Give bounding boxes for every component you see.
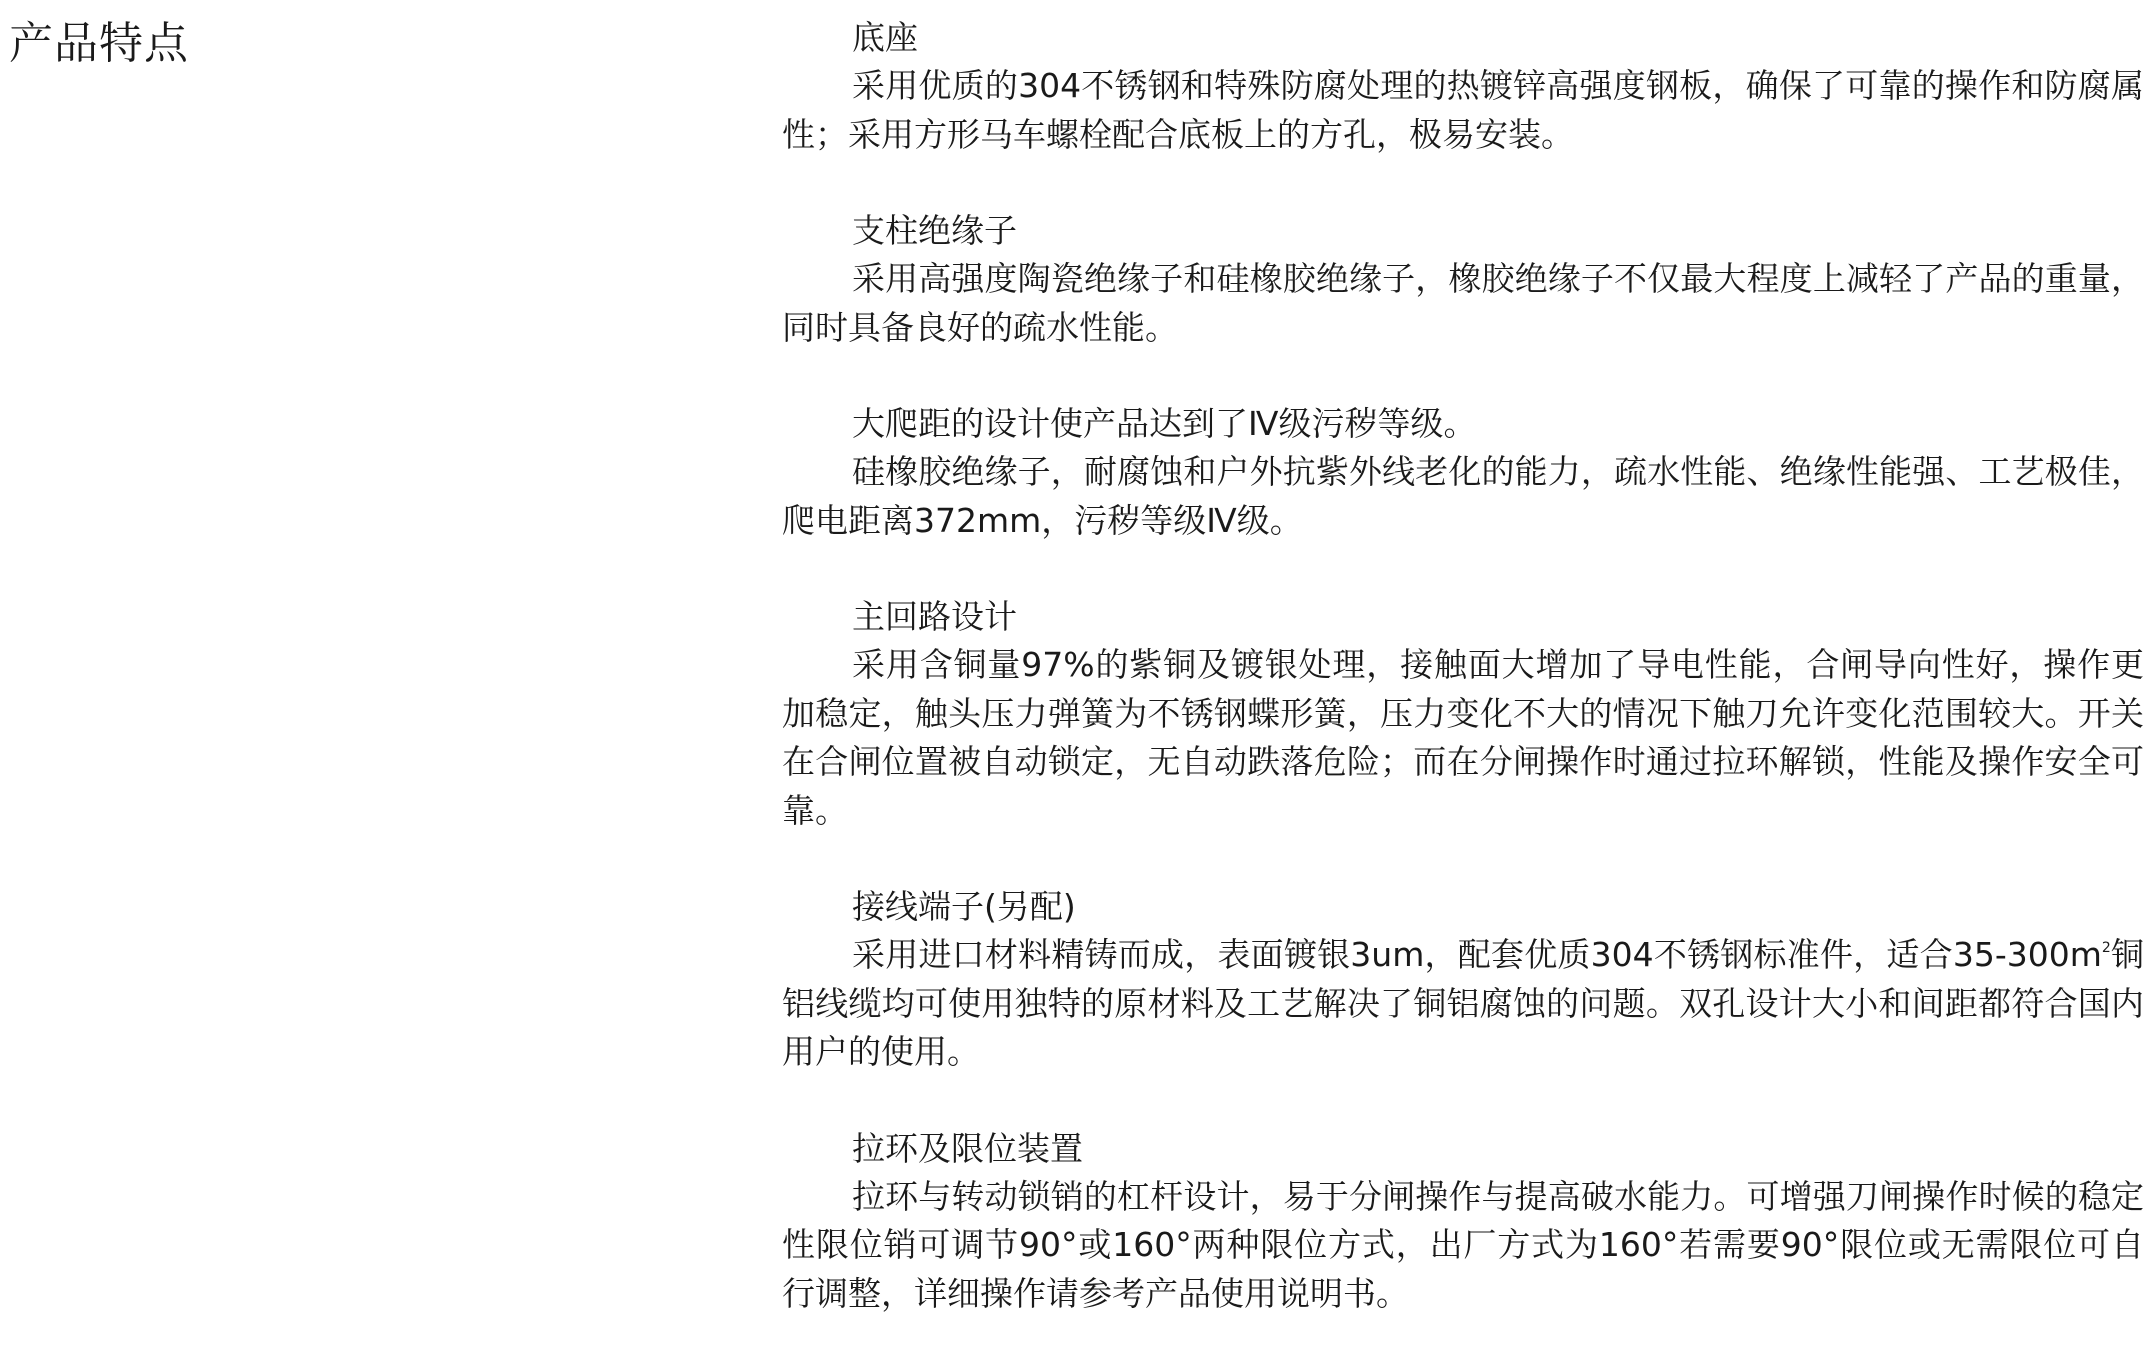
section-terminal bbox=[782, 883, 2144, 1077]
section-body: 采用高强度陶瓷绝缘子和硅橡胶绝缘子，橡胶绝缘子不仅最大程度上减轻了产品的重量，同时具备良好的疏水性能。 bbox=[782, 259, 2144, 347]
body-text: 铜铝线缆均可使用独特的原材料及工艺解决了铜铝腐蚀的问题。双孔设计大小和间距都符合国内用户的使用。 bbox=[782, 935, 2144, 1071]
section-post-insulator bbox=[782, 207, 2144, 352]
features-content bbox=[782, 14, 2144, 1366]
section-body: 采用优质的304不锈钢和特殊防腐处理的热镀锌高强度钢板，确保了可靠的操作和防腐属性；采用方形马车螺栓配合底板上的方孔，极易安装。 bbox=[782, 66, 2144, 154]
page-title: 产品特点 bbox=[9, 18, 189, 69]
section-body: 硅橡胶绝缘子，耐腐蚀和户外抗紫外线老化的能力，疏水性能、绝缘性能强、工艺极佳，爬电距离372mm，污秽等级Ⅳ级。 bbox=[782, 452, 2144, 540]
section-heading: 大爬距的设计使产品达到了Ⅳ级污秽等级。 bbox=[852, 404, 1477, 443]
section-base bbox=[782, 14, 2144, 159]
section-body: 拉环与转动锁销的杠杆设计，易于分闸操作与提高破水能力。可增强刀闸操作时候的稳定性限位销可调节90°或160°两种限位方式，出厂方式为160°若需要90°限位或无需限位可自行调整，详细操作请参考产品使用说明书。 bbox=[782, 1176, 2144, 1313]
section-body bbox=[782, 931, 2144, 1077]
section-heading: 拉环及限位装置 bbox=[852, 1128, 1083, 1168]
section-heading: 主回路设计 bbox=[852, 597, 1017, 636]
section-body: 采用含铜量97%的紫铜及镀银处理，接触面大增加了导电性能，合闸导向性好，操作更加稳定，触头压力弹簧为不锈钢蝶形簧，压力变化不大的情况下触刀允许变化范围较大。开关在合闸位置被自动锁定，无自动跌落危险；而在分闸操作时通过拉环解锁，性能及操作安全可靠。 bbox=[782, 645, 2144, 830]
body-text: 采用进口材料精铸而成，表面镀银3um，配套优质304不锈钢标准件，适合35-300m bbox=[852, 935, 2102, 974]
section-creepage bbox=[782, 400, 2144, 545]
section-pull-ring bbox=[782, 1125, 2144, 1319]
superscript: 2 bbox=[2101, 940, 2111, 956]
section-heading: 接线端子(另配) bbox=[852, 887, 1076, 926]
section-heading: 支柱绝缘子 bbox=[852, 211, 1017, 250]
section-heading: 底座 bbox=[852, 18, 918, 57]
section-main-circuit bbox=[782, 593, 2144, 835]
